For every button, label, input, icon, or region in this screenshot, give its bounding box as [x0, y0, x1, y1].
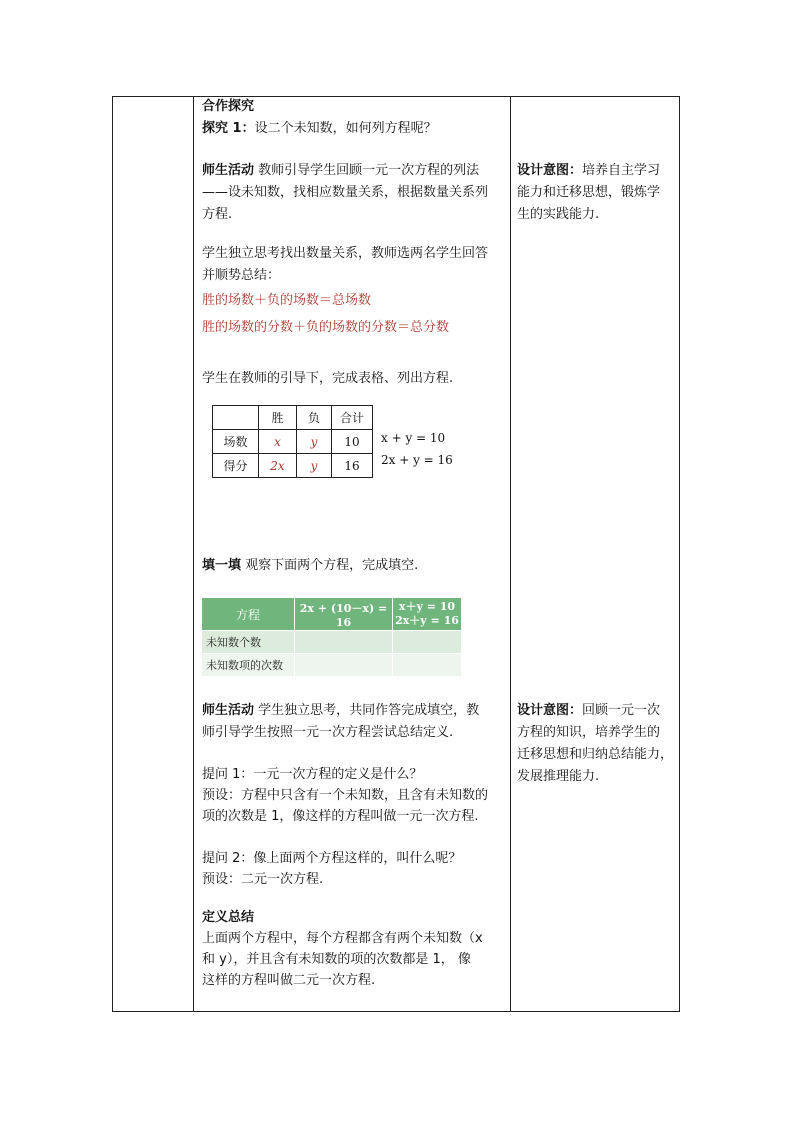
table-header-row [202, 598, 462, 631]
design-intent-2-line: 迁移思想和归纳总结能力， [517, 747, 674, 762]
equation-2: 2x + y = 16 [381, 453, 453, 467]
teacher-activity-2 [202, 700, 504, 744]
fill-blank-text: 观察下面两个方程，完成填空. [245, 558, 419, 573]
student-think-line: 并顺势总结： [202, 268, 281, 283]
design-intent-2-line: 回顾一元一次 [582, 703, 661, 718]
explore-1 [202, 119, 437, 139]
table-cell: 未知数个数 [202, 631, 295, 654]
table-header-cell: 胜 [259, 406, 297, 430]
table-cell: 16 [332, 454, 373, 478]
complete-table-text: 学生在教师的引导下，完成表格、列出方程. [202, 371, 454, 386]
teacher-activity-2-line: 师引导学生按照一元一次方程尝试总结定义. [202, 725, 454, 740]
column-divider-right [510, 97, 511, 1011]
table-cell-empty[interactable] [295, 654, 393, 677]
fill-blank [202, 556, 418, 576]
design-intent-2-label: 设计意图： [517, 703, 583, 718]
design-intent-2 [517, 700, 679, 788]
table-row [213, 454, 373, 478]
design-intent-1 [517, 160, 677, 226]
equation-compare-table [202, 598, 462, 676]
table-row [202, 631, 462, 654]
question-2-answer: 预设：二元一次方程. [202, 872, 324, 887]
definition-line: 和 y），并且含有未知数的项的次数都是 1， 像 [202, 952, 471, 967]
teacher-activity-2-line: 学生独立思考，共同作答完成填空，教 [258, 703, 480, 718]
table-cell: 场数 [213, 430, 259, 454]
student-think-line: 学生独立思考找出数量关系，教师选两名学生回答 [202, 246, 489, 261]
table-header-cell: 方程 [202, 598, 295, 631]
design-intent-1-line: 培养自主学习 [582, 163, 661, 178]
table-cell: y [297, 430, 332, 454]
definition-title: 定义总结 [202, 910, 255, 925]
question-1-text: 提问 1：一元一次方程的定义是什么？ [202, 767, 423, 782]
teacher-activity-1 [202, 160, 504, 226]
table-cell-empty[interactable] [393, 654, 462, 677]
explore-1-label: 探究 1： [202, 121, 255, 136]
section-title: 合作探究 [202, 99, 255, 114]
table-cell-empty[interactable] [393, 631, 462, 654]
definition-line: 上面两个方程中，每个方程都含有两个未知数（x [202, 931, 483, 946]
teacher-activity-1-line: ——设未知数，找相应数量关系，根据数量关系列 [202, 185, 489, 200]
table-cell: 2x [259, 454, 297, 478]
table-header-cell: 2x + (10－x) = 16 [295, 598, 393, 631]
table-header-cell [213, 406, 259, 430]
design-intent-1-label: 设计意图： [517, 163, 583, 178]
table-cell: 未知数项的次数 [202, 654, 295, 677]
table-row [213, 430, 373, 454]
equation-line: 2x＋y = 16 [395, 614, 459, 627]
question-1 [202, 764, 504, 827]
definition-line: 这样的方程叫做二元一次方程. [202, 973, 376, 988]
teacher-activity-1-line: 教师引导学生回顾一元一次方程的列法 [258, 163, 480, 178]
teacher-activity-1-line: 方程. [202, 207, 233, 222]
table-cell-empty[interactable] [295, 631, 393, 654]
design-intent-1-line: 生的实践能力. [517, 207, 600, 222]
teacher-activity-1-label: 师生活动 [202, 163, 255, 178]
table-cell: 得分 [213, 454, 259, 478]
equation-1: x + y = 10 [381, 431, 446, 445]
student-think [202, 243, 504, 287]
table-header-row [213, 406, 373, 430]
design-intent-2-line: 发展推理能力. [517, 769, 600, 784]
table-header-cell: 负 [297, 406, 332, 430]
equation-line: x＋y = 10 [398, 600, 456, 613]
question-1-answer: 预设：方程中只含有一个未知数，且含有未知数的 [202, 788, 489, 803]
table-cell: y [297, 454, 332, 478]
table-cell: 10 [332, 430, 373, 454]
table-header-cell [393, 598, 462, 631]
design-intent-1-line: 能力和迁移思想，锻炼学 [517, 185, 661, 200]
relation-count: 胜的场数＋负的场数＝总场数 [202, 293, 372, 308]
table-row [202, 654, 462, 677]
question-2 [202, 848, 504, 890]
question-2-text: 提问 2：像上面两个方程这样的，叫什么呢？ [202, 851, 462, 866]
table-header-cell: 合计 [332, 406, 373, 430]
table-cell: x [259, 430, 297, 454]
win-loss-table [212, 405, 373, 478]
teacher-activity-2-label: 师生活动 [202, 703, 255, 718]
explore-1-text: 设二个未知数，如何列方程呢？ [254, 121, 437, 136]
definition-summary [202, 907, 504, 991]
relation-score: 胜的场数的分数＋负的场数的分数＝总分数 [202, 320, 450, 335]
design-intent-2-line: 方程的知识，培养学生的 [517, 725, 661, 740]
fill-blank-label: 填一填 [202, 558, 242, 573]
question-1-answer: 项的次数是 1，像这样的方程叫做一元一次方程. [202, 809, 479, 824]
column-divider-left [193, 97, 194, 1011]
